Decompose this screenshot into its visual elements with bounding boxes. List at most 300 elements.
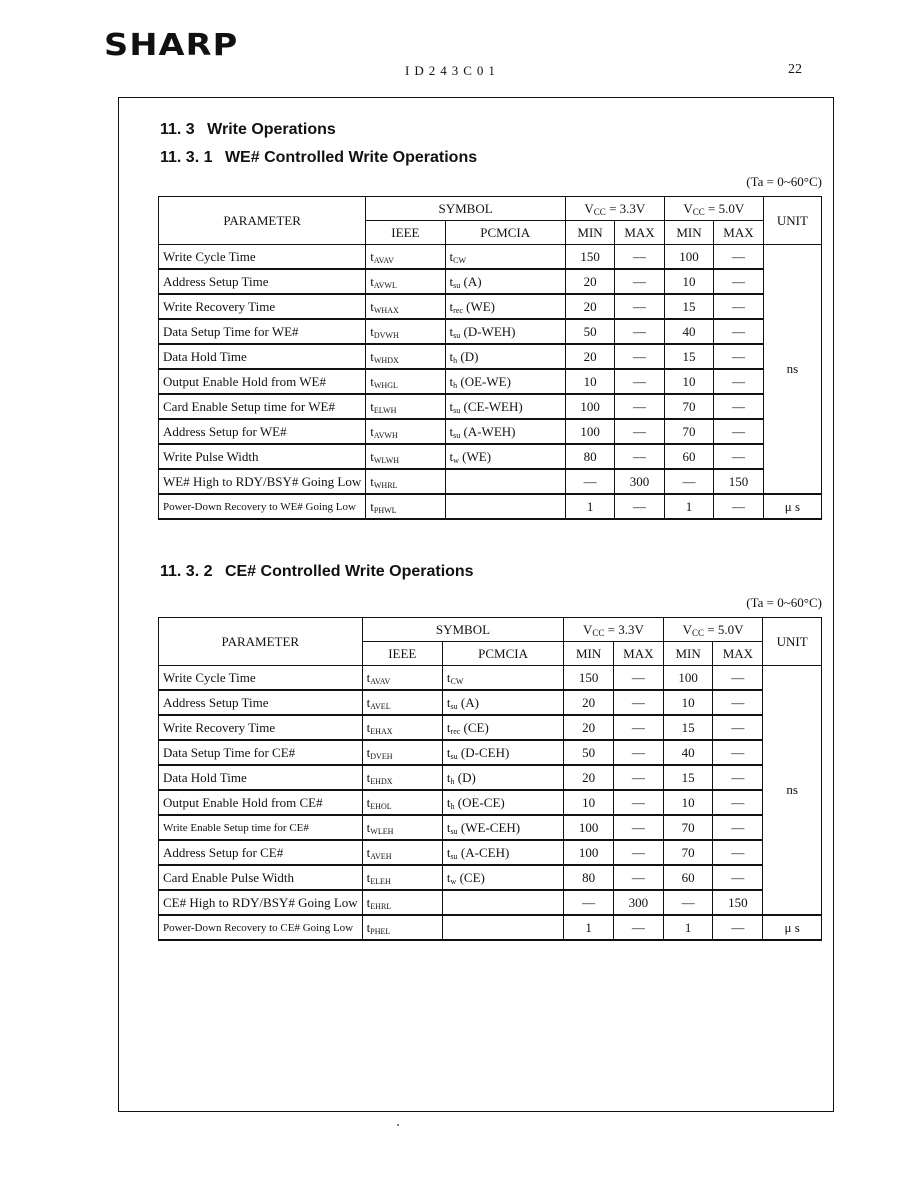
pcmcia-symbol (445, 494, 565, 519)
symbol-t: t (449, 373, 454, 389)
symbol-subscript: su (453, 330, 461, 340)
header-parameter: PARAMETER (159, 618, 363, 666)
ieee-symbol (362, 840, 442, 865)
symbol-subscript: su (453, 280, 461, 290)
value-cell: — (713, 765, 763, 790)
value-cell: 10 (564, 790, 614, 815)
value-cell: — (615, 419, 665, 444)
symbol-condition: (OE-WE) (460, 373, 511, 389)
symbol-condition: (D) (457, 769, 476, 785)
pcmcia-symbol (445, 469, 565, 494)
ieee-symbol (366, 494, 445, 519)
symbol-t: t (446, 819, 451, 835)
ieee-symbol (362, 915, 442, 940)
section-heading (160, 121, 336, 139)
document-id: ID243C01 (405, 63, 500, 78)
symbol-t: t (446, 719, 451, 735)
timing-table (158, 617, 822, 941)
value-cell: — (714, 419, 764, 444)
table-row (159, 369, 822, 394)
value-cell: — (613, 790, 663, 815)
value-cell: 60 (663, 865, 713, 890)
value-cell: 10 (664, 369, 713, 394)
value-cell: — (713, 840, 763, 865)
value-cell: 100 (564, 815, 614, 840)
subsection-heading-1 (160, 149, 477, 167)
parameter-cell: Data Setup Time for CE# (159, 740, 363, 765)
ieee-symbol (362, 715, 442, 740)
table-row (159, 840, 822, 865)
symbol-condition: (A) (463, 273, 482, 289)
table-row (159, 890, 822, 915)
value-cell: 10 (663, 690, 713, 715)
value-cell: — (565, 469, 614, 494)
value-cell: 100 (565, 419, 614, 444)
value-cell: 70 (664, 419, 713, 444)
symbol-t: t (446, 669, 451, 685)
parameter-cell: Write Recovery Time (159, 715, 363, 740)
value-cell: 40 (664, 319, 713, 344)
symbol-t: t (449, 448, 454, 464)
value-cell: — (714, 245, 764, 270)
parameter-cell: WE# High to RDY/BSY# Going Low (159, 469, 366, 494)
header-max: MAX (615, 221, 665, 245)
value-cell: 150 (565, 245, 614, 270)
symbol-subscript: WHGL (373, 380, 398, 390)
header-vcc-50: $V_{CC} = 5.0V$ (663, 618, 763, 642)
symbol-condition: (D) (460, 348, 479, 364)
symbol-subscript: AVEL (370, 701, 391, 711)
ieee-symbol (362, 740, 442, 765)
symbol-subscript: su (450, 701, 458, 711)
value-cell: 300 (613, 890, 663, 915)
ieee-symbol (366, 294, 445, 319)
symbol-subscript: ELWH (373, 405, 397, 415)
symbol-t: t (370, 448, 374, 464)
header-max: MAX (714, 221, 764, 245)
parameter-cell: Data Setup Time for WE# (159, 319, 366, 344)
value-cell: 15 (663, 715, 713, 740)
value-cell: — (714, 294, 764, 319)
symbol-t: t (449, 348, 454, 364)
table-row (159, 666, 822, 691)
value-cell: — (713, 865, 763, 890)
symbol-condition: (A-CEH) (460, 844, 510, 860)
value-cell: 150 (564, 666, 614, 691)
table-row (159, 444, 822, 469)
pcmcia-symbol (442, 690, 563, 715)
value-cell: 20 (565, 344, 614, 369)
symbol-t: t (366, 819, 371, 835)
value-cell: — (713, 815, 763, 840)
value-cell: 20 (564, 690, 614, 715)
ieee-symbol (362, 790, 442, 815)
table-row (159, 319, 822, 344)
value-cell: 100 (565, 394, 614, 419)
value-cell: — (713, 715, 763, 740)
symbol-subscript: WHAX (373, 305, 399, 315)
symbol-t: t (370, 398, 374, 414)
value-cell: 1 (663, 915, 713, 940)
ieee-symbol (366, 319, 445, 344)
value-cell: — (564, 890, 614, 915)
value-cell: — (613, 715, 663, 740)
symbol-t: t (449, 423, 454, 439)
section-number: 11. 3 (160, 121, 195, 138)
value-cell: 20 (564, 765, 614, 790)
value-cell: — (615, 444, 665, 469)
symbol-condition: (WE) (462, 448, 492, 464)
parameter-cell: CE# High to RDY/BSY# Going Low (159, 890, 363, 915)
value-cell: — (664, 469, 713, 494)
table-row (159, 394, 822, 419)
symbol-t: t (366, 719, 371, 735)
value-cell: — (615, 369, 665, 394)
parameter-cell: Address Setup for CE# (159, 840, 363, 865)
symbol-subscript: su (453, 430, 461, 440)
value-cell: 50 (564, 740, 614, 765)
unit-cell: μ s (763, 494, 821, 519)
symbol-condition: (CE-WEH) (463, 398, 523, 414)
symbol-subscript: AVWL (373, 280, 397, 290)
table-row (159, 715, 822, 740)
header-max: MAX (713, 642, 763, 666)
value-cell: 1 (664, 494, 713, 519)
ieee-symbol (366, 444, 445, 469)
symbol-condition: (CE) (463, 719, 489, 735)
parameter-cell: Write Cycle Time (159, 245, 366, 270)
value-cell: — (615, 245, 665, 270)
ieee-symbol (366, 245, 445, 270)
header-ieee: IEEE (362, 642, 442, 666)
symbol-subscript: rec (450, 726, 461, 736)
ieee-symbol (366, 344, 445, 369)
table-body (159, 666, 822, 941)
value-cell: 100 (663, 666, 713, 691)
symbol-subscript: DVEH (370, 751, 393, 761)
symbol-subscript: su (450, 751, 458, 761)
symbol-t: t (446, 744, 451, 760)
value-cell: 50 (565, 319, 614, 344)
header-min: MIN (664, 221, 713, 245)
temperature-condition: (Ta = 0~60°C) (746, 595, 822, 610)
symbol-subscript: CW (453, 255, 467, 265)
header-parameter: PARAMETER (159, 197, 366, 245)
symbol-subscript: WHDX (373, 355, 399, 365)
pcmcia-symbol (445, 444, 565, 469)
ieee-symbol (366, 419, 445, 444)
value-cell: 20 (564, 715, 614, 740)
table-row (159, 790, 822, 815)
value-cell: 300 (615, 469, 665, 494)
value-cell: — (613, 815, 663, 840)
symbol-t: t (449, 323, 454, 339)
symbol-t: t (366, 919, 371, 935)
stray-dot (397, 1124, 399, 1126)
ieee-symbol (362, 890, 442, 915)
header-pcmcia: PCMCIA (442, 642, 563, 666)
value-cell: — (615, 319, 665, 344)
symbol-subscript: WLEH (370, 826, 394, 836)
value-cell: 20 (565, 269, 614, 294)
header-symbol: SYMBOL (362, 618, 564, 642)
symbol-t: t (449, 298, 454, 314)
value-cell: — (714, 369, 764, 394)
value-cell: 10 (663, 790, 713, 815)
pcmcia-symbol (442, 865, 563, 890)
pcmcia-symbol (445, 369, 565, 394)
value-cell: — (615, 269, 665, 294)
symbol-subscript: su (450, 826, 458, 836)
header-ieee: IEEE (366, 221, 445, 245)
parameter-cell: Card Enable Pulse Width (159, 865, 363, 890)
parameter-cell: Card Enable Setup time for WE# (159, 394, 366, 419)
value-cell: 150 (714, 469, 764, 494)
parameter-cell: Data Hold Time (159, 344, 366, 369)
ieee-symbol (362, 765, 442, 790)
value-cell: — (714, 394, 764, 419)
table-row (159, 494, 822, 519)
page-number: 22 (788, 62, 802, 77)
subsection-heading-2 (160, 563, 474, 581)
header-vcc-33: $V_{CC} = 3.3V$ (565, 197, 664, 221)
parameter-cell: Address Setup for WE# (159, 419, 366, 444)
symbol-t: t (366, 844, 371, 860)
value-cell: — (615, 394, 665, 419)
parameter-cell: Address Setup Time (159, 269, 366, 294)
value-cell: — (615, 494, 665, 519)
subsection-number: 11. 3. 2 (160, 563, 213, 580)
value-cell: 10 (565, 369, 614, 394)
symbol-subscript: DVWH (373, 330, 399, 340)
unit-cell: ns (763, 245, 821, 495)
pcmcia-symbol (442, 840, 563, 865)
parameter-cell: Power-Down Recovery to CE# Going Low (159, 915, 363, 940)
pcmcia-symbol (445, 394, 565, 419)
symbol-subscript: EHOL (370, 801, 392, 811)
ieee-symbol (366, 394, 445, 419)
parameter-cell: Write Enable Setup time for CE# (159, 815, 363, 840)
subsection-number: 11. 3. 1 (160, 149, 213, 166)
value-cell: 150 (713, 890, 763, 915)
value-cell: — (613, 666, 663, 691)
value-cell: 1 (565, 494, 614, 519)
symbol-subscript: WHRL (373, 480, 398, 490)
value-cell: 15 (663, 765, 713, 790)
pcmcia-symbol (442, 740, 563, 765)
symbol-t: t (370, 323, 374, 339)
symbol-subscript: rec (453, 305, 463, 315)
value-cell: — (613, 865, 663, 890)
table-row (159, 815, 822, 840)
parameter-cell: Power-Down Recovery to WE# Going Low (159, 494, 366, 519)
ieee-symbol (366, 369, 445, 394)
table-row (159, 915, 822, 940)
symbol-subscript: su (450, 851, 458, 861)
header-symbol: SYMBOL (366, 197, 566, 221)
ieee-symbol (362, 690, 442, 715)
pcmcia-symbol (442, 890, 563, 915)
symbol-condition: (CE) (459, 869, 485, 885)
value-cell: 70 (663, 815, 713, 840)
symbol-t: t (366, 869, 371, 885)
header-min: MIN (663, 642, 713, 666)
symbol-t: t (370, 298, 374, 314)
value-cell: — (713, 666, 763, 691)
pcmcia-symbol (442, 790, 563, 815)
parameter-cell: Write Pulse Width (159, 444, 366, 469)
subsection-title: WE# Controlled Write Operations (224, 149, 478, 166)
value-cell: — (713, 740, 763, 765)
pcmcia-symbol (442, 715, 563, 740)
header-min: MIN (564, 642, 614, 666)
symbol-subscript: EHAX (370, 726, 393, 736)
symbol-t: t (449, 398, 454, 414)
header-pcmcia: PCMCIA (445, 221, 565, 245)
symbol-t: t (370, 273, 374, 289)
table-row (159, 469, 822, 494)
table-body (159, 245, 822, 520)
symbol-subscript: CW (450, 676, 464, 686)
symbol-t: t (370, 348, 374, 364)
header-vcc-50: $V_{CC} = 5.0V$ (664, 197, 763, 221)
unit-cell: μ s (763, 915, 822, 940)
value-cell: 70 (663, 840, 713, 865)
value-cell: — (613, 740, 663, 765)
symbol-t: t (366, 744, 371, 760)
value-cell: 100 (664, 245, 713, 270)
value-cell: 15 (664, 344, 713, 369)
symbol-t: t (370, 423, 374, 439)
parameter-cell: Address Setup Time (159, 690, 363, 715)
symbol-subscript: AVAV (373, 255, 394, 265)
value-cell: 1 (564, 915, 614, 940)
value-cell: — (713, 690, 763, 715)
pcmcia-symbol (445, 245, 565, 270)
value-cell: — (613, 915, 663, 940)
symbol-t: t (366, 894, 371, 910)
parameter-cell: Write Recovery Time (159, 294, 366, 319)
sharp-logo: SHARP (104, 28, 239, 63)
symbol-t: t (446, 844, 451, 860)
pcmcia-symbol (442, 815, 563, 840)
value-cell: 20 (565, 294, 614, 319)
table-row (159, 419, 822, 444)
symbol-t: t (366, 694, 371, 710)
table-row (159, 690, 822, 715)
symbol-t: t (366, 794, 371, 810)
header-min: MIN (565, 221, 614, 245)
ieee-symbol (362, 865, 442, 890)
value-cell: — (613, 765, 663, 790)
table-row (159, 740, 822, 765)
symbol-subscript: AVWH (373, 430, 398, 440)
value-cell: — (714, 494, 764, 519)
symbol-t: t (366, 669, 371, 685)
symbol-subscript: h (450, 776, 455, 786)
parameter-cell: Output Enable Hold from WE# (159, 369, 366, 394)
value-cell: — (615, 294, 665, 319)
symbol-condition: (D-WEH) (463, 323, 516, 339)
table-row (159, 245, 822, 270)
value-cell: — (713, 790, 763, 815)
value-cell: — (613, 690, 663, 715)
symbol-condition: (A) (460, 694, 479, 710)
value-cell: — (714, 344, 764, 369)
value-cell: 70 (664, 394, 713, 419)
subsection-title: CE# Controlled Write Operations (224, 563, 474, 580)
symbol-subscript: AVEH (370, 851, 392, 861)
ieee-symbol (366, 269, 445, 294)
symbol-condition: (OE-CE) (457, 794, 505, 810)
symbol-t: t (370, 498, 374, 514)
ieee-symbol (362, 666, 442, 691)
pcmcia-symbol (445, 419, 565, 444)
pcmcia-symbol (442, 666, 563, 691)
symbol-subscript: h (453, 355, 458, 365)
value-cell: 100 (564, 840, 614, 865)
table-row (159, 269, 822, 294)
value-cell: 60 (664, 444, 713, 469)
symbol-subscript: h (450, 801, 455, 811)
pcmcia-symbol (445, 269, 565, 294)
pcmcia-symbol (445, 344, 565, 369)
symbol-condition: (WE-CEH) (460, 819, 521, 835)
timing-table (158, 196, 822, 520)
symbol-subscript: EHDX (370, 776, 393, 786)
symbol-t: t (446, 769, 451, 785)
symbol-subscript: w (450, 876, 457, 886)
parameter-cell: Output Enable Hold from CE# (159, 790, 363, 815)
value-cell: 80 (564, 865, 614, 890)
header-unit: UNIT (763, 618, 822, 666)
ieee-symbol (362, 815, 442, 840)
value-cell: 15 (664, 294, 713, 319)
table-row (159, 765, 822, 790)
symbol-t: t (446, 694, 451, 710)
pcmcia-symbol (445, 319, 565, 344)
symbol-t: t (446, 869, 451, 885)
pcmcia-symbol (445, 294, 565, 319)
symbol-subscript: w (453, 455, 459, 465)
symbol-t: t (366, 769, 371, 785)
symbol-t: t (370, 373, 374, 389)
symbol-condition: (WE) (466, 298, 496, 314)
value-cell: — (663, 890, 713, 915)
temperature-condition: (Ta = 0~60°C) (746, 174, 822, 189)
value-cell: — (615, 344, 665, 369)
symbol-condition: (D-CEH) (460, 744, 510, 760)
value-cell: 80 (565, 444, 614, 469)
symbol-condition: (A-WEH) (463, 423, 516, 439)
value-cell: — (713, 915, 763, 940)
symbol-subscript: EHRL (370, 901, 392, 911)
table-row (159, 865, 822, 890)
symbol-t: t (370, 248, 374, 264)
value-cell: 10 (664, 269, 713, 294)
header-unit: UNIT (763, 197, 821, 245)
value-cell: 40 (663, 740, 713, 765)
symbol-subscript: su (453, 405, 461, 415)
value-cell: — (714, 269, 764, 294)
value-cell: — (714, 319, 764, 344)
section-title: Write Operations (207, 121, 336, 138)
symbol-subscript: ELEH (370, 876, 391, 886)
symbol-subscript: h (453, 380, 458, 390)
symbol-subscript: PHWL (373, 505, 397, 515)
symbol-t: t (449, 273, 454, 289)
header-max: MAX (613, 642, 663, 666)
